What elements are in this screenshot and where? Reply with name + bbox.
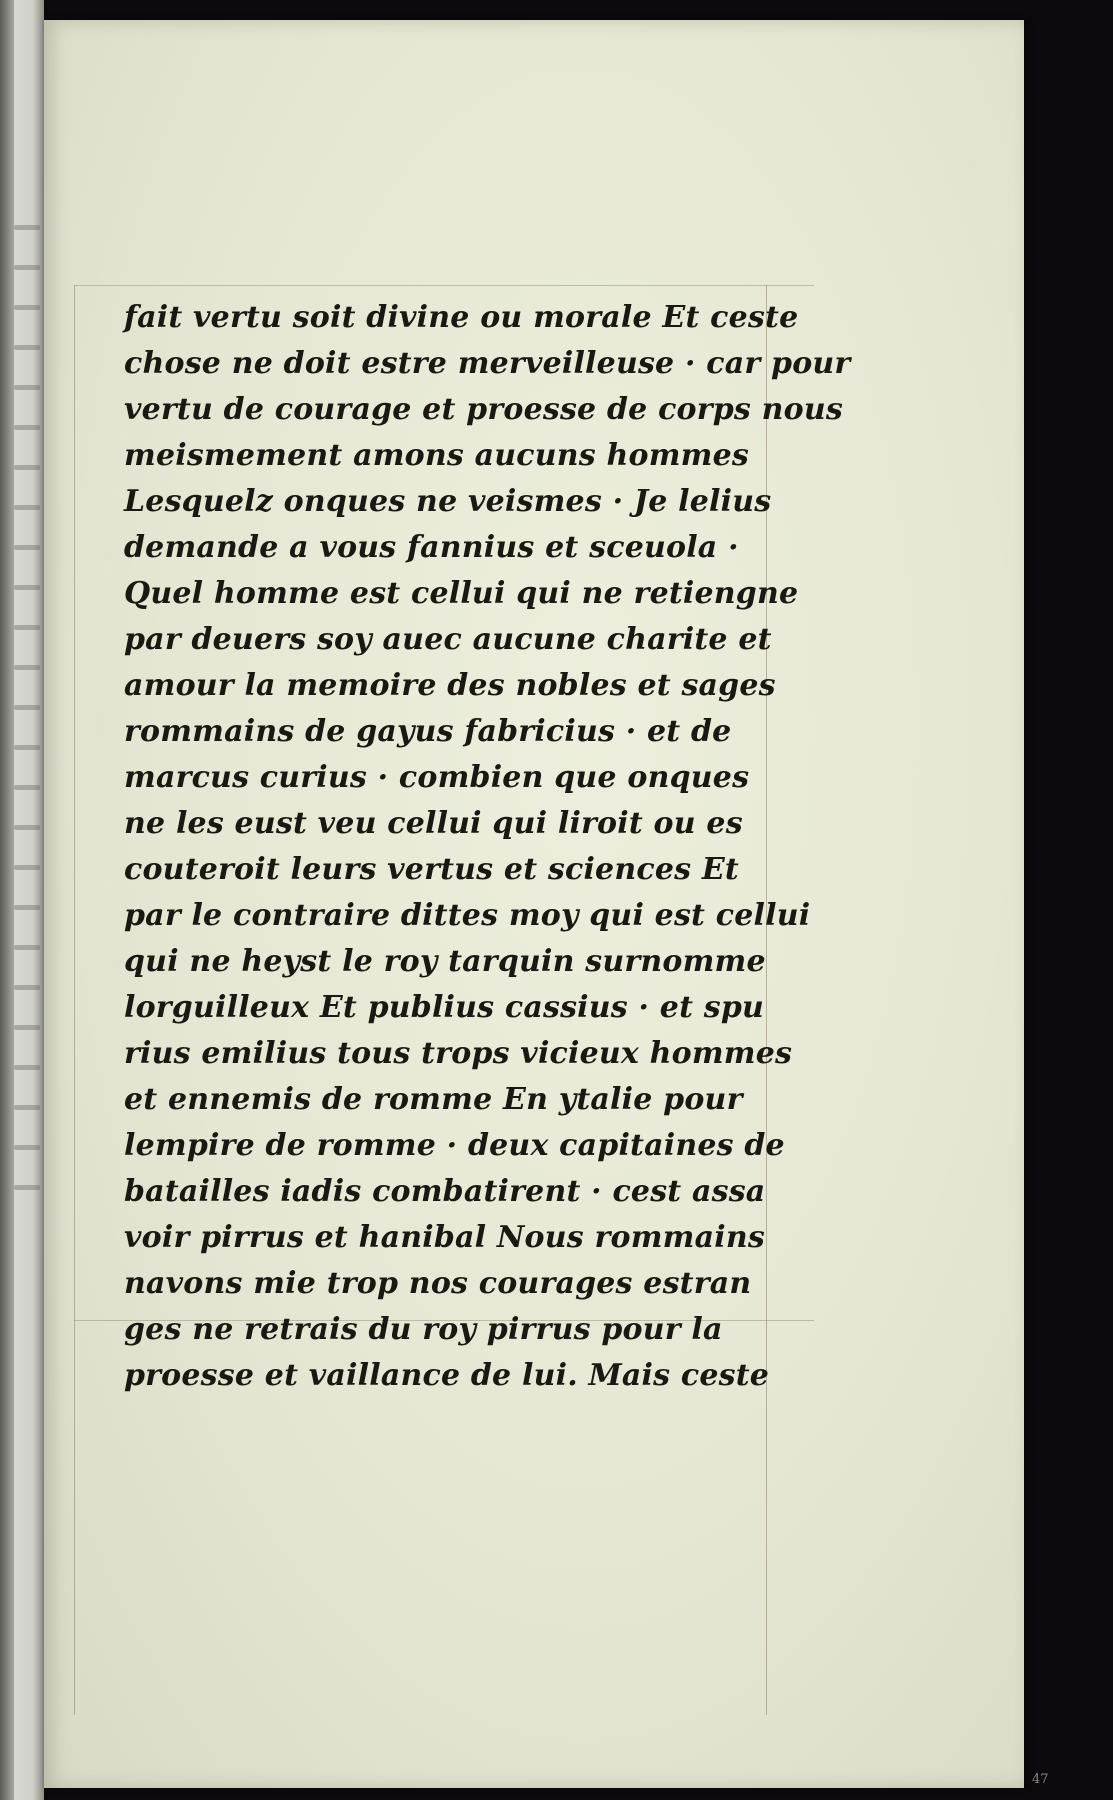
show-through-text: [14, 545, 40, 550]
text-line: et ennemis de romme En ytalie pour: [124, 1082, 743, 1117]
show-through-text: [14, 1065, 40, 1070]
text-line: lorguilleux Et publius cassius · et spu: [124, 990, 765, 1025]
show-through-text: [14, 385, 40, 390]
show-through-text: [14, 505, 40, 510]
show-through-text: [14, 785, 40, 790]
text-line: couteroit leurs vertus et sciences Et: [124, 852, 739, 887]
show-through-text: [14, 1185, 40, 1190]
show-through-text: [14, 865, 40, 870]
show-through-text: [14, 945, 40, 950]
text-line: rommains de gayus fabricius · et de: [124, 714, 732, 749]
left-ruling-line: [74, 285, 75, 1715]
show-through-text: [14, 985, 40, 990]
show-through-text: [14, 625, 40, 630]
show-through-text: [14, 425, 40, 430]
show-through-text: [14, 225, 40, 230]
manuscript-page: [44, 20, 1024, 1788]
text-line: ne les eust veu cellui qui liroit ou es: [124, 806, 743, 841]
show-through-text: [14, 585, 40, 590]
show-through-text: [14, 665, 40, 670]
text-line: marcus curius · combien que onques: [124, 760, 750, 795]
show-through-text: [14, 465, 40, 470]
folio-number: 47: [1032, 1772, 1049, 1787]
show-through-text: [14, 1105, 40, 1110]
previous-page-edge: [0, 0, 44, 1800]
show-through-text: [14, 745, 40, 750]
text-line: demande a vous fannius et sceuola ·: [124, 530, 739, 565]
show-through-text: [14, 305, 40, 310]
text-line: voir pirrus et hanibal Nous rommains: [124, 1220, 765, 1255]
book-spine-shadow: [0, 0, 14, 1800]
text-line: par deuers soy auec aucune charite et: [124, 622, 772, 657]
manuscript-text: [124, 295, 851, 1399]
text-line: batailles iadis combatirent · cest assa: [124, 1174, 766, 1209]
text-line: lempire de romme · deux capitaines de: [124, 1128, 785, 1163]
text-line: vertu de courage et proesse de corps nous: [124, 392, 843, 427]
text-line: chose ne doit estre merveilleuse · car pour: [124, 346, 851, 381]
top-ruling-line: [74, 285, 814, 286]
text-line: fait vertu soit divine ou morale Et ceste: [124, 300, 799, 335]
text-line: ges ne retrais du roy pirrus pour la: [124, 1312, 723, 1347]
text-line: proesse et vaillance de lui. Mais ceste: [124, 1358, 770, 1393]
show-through-text: [14, 1145, 40, 1150]
show-through-text: [14, 705, 40, 710]
show-through-text: [14, 265, 40, 270]
text-line: navons mie trop nos courages estran: [124, 1266, 752, 1301]
text-line: meismement amons aucuns hommes: [124, 438, 749, 473]
text-line: Lesquelz onques ne veismes · Je lelius: [124, 484, 772, 519]
text-line: amour la memoire des nobles et sages: [124, 668, 776, 703]
text-line: par le contraire dittes moy qui est cellui: [124, 898, 811, 933]
show-through-text: [14, 905, 40, 910]
show-through-text: [14, 825, 40, 830]
show-through-text: [14, 1025, 40, 1030]
text-line: qui ne heyst le roy tarquin surnomme: [124, 944, 766, 979]
text-line: rius emilius tous trops vicieux hommes: [124, 1036, 793, 1071]
show-through-text: [14, 345, 40, 350]
text-line: Quel homme est cellui qui ne retiengne: [124, 576, 799, 611]
